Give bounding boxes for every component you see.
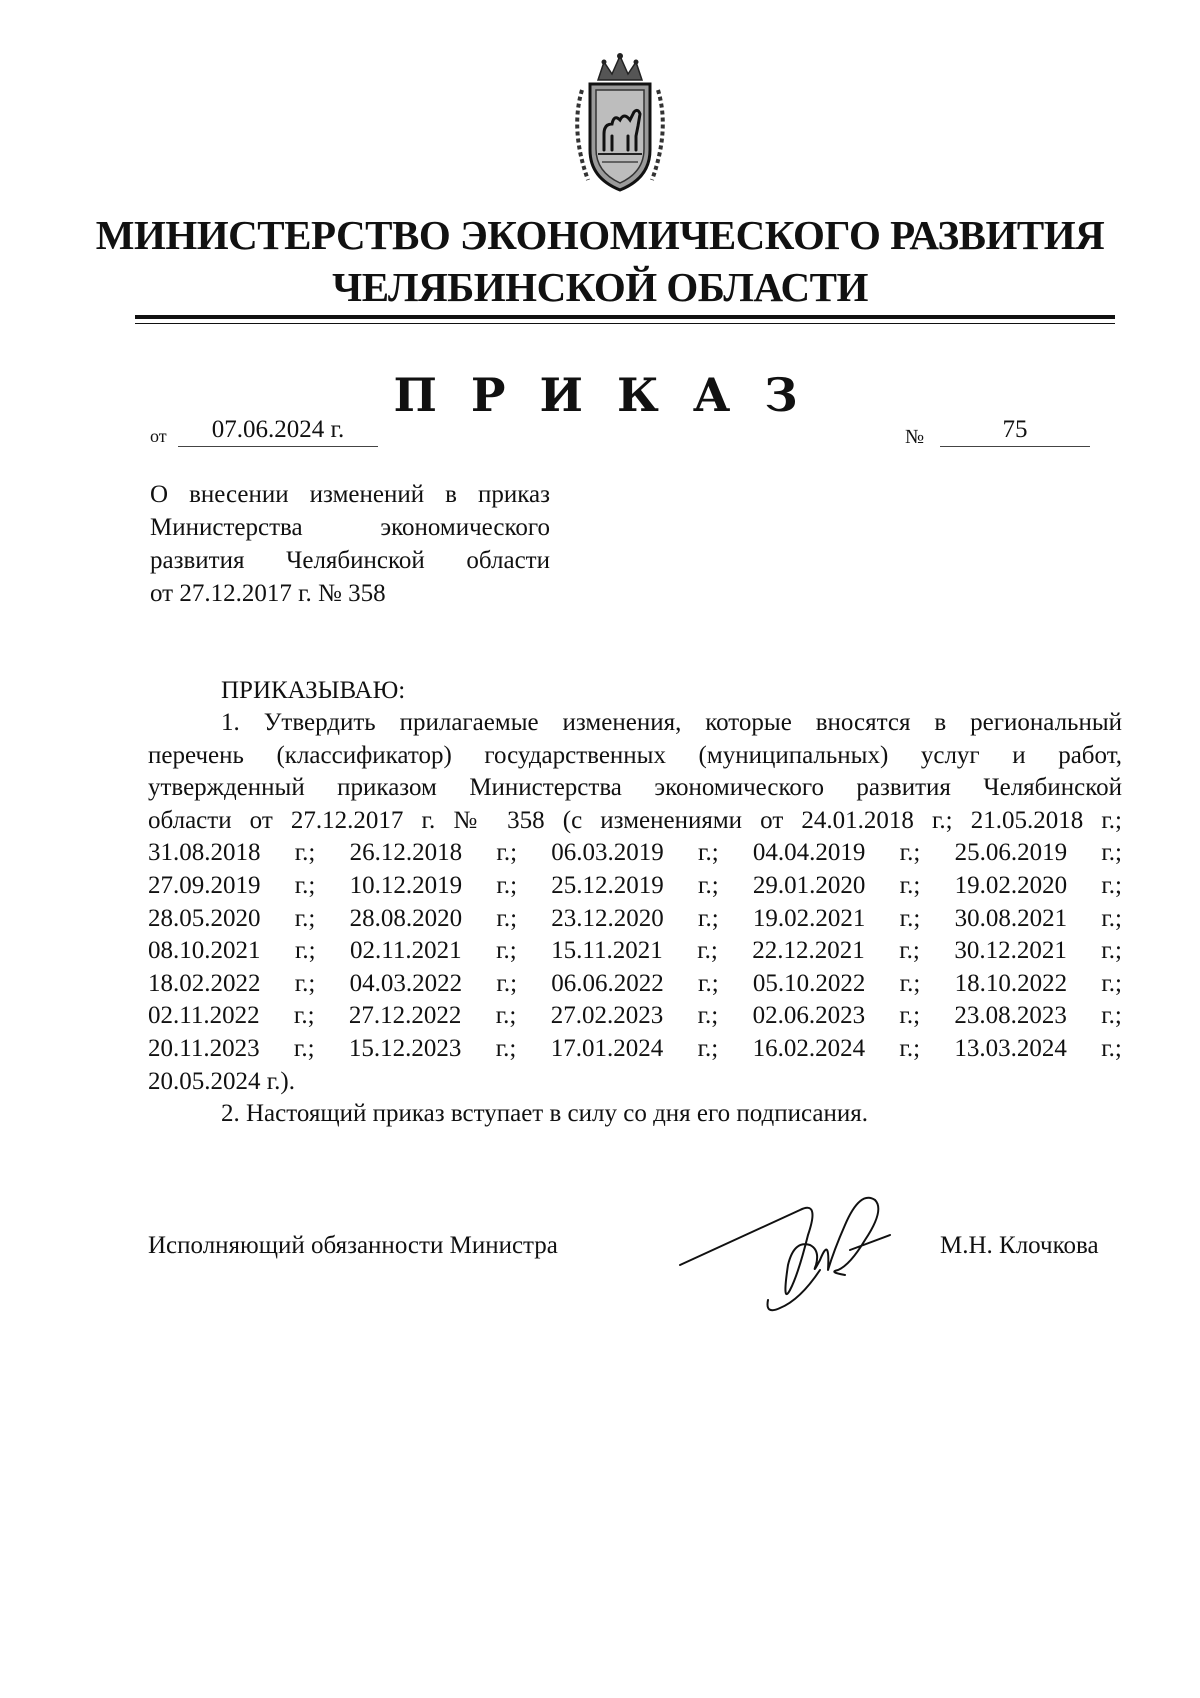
- body-line: 1. Утвердить прилагаемые изменения, которые вносятся в региональный: [221, 709, 1122, 736]
- handwritten-signature-icon: [670, 1180, 910, 1330]
- body-line: области от 27.12.2017 г. № 358 (с изменениями от 24.01.2018 г.; 21.05.2018 г.;: [148, 806, 1122, 834]
- document-type-title: П Р И К А З: [393, 368, 807, 422]
- body-line: 20.05.2024 г.).: [148, 1067, 296, 1095]
- ministry-name-line1: МИНИСТЕРСТВО ЭКОНОМИЧЕСКОГО РАЗВИТИЯ: [95, 212, 1105, 258]
- body-line-item2: 2. Настоящий приказ вступает в силу со дня его подписания.: [221, 1100, 869, 1128]
- body-line: 02.11.2022 г.; 27.12.2022 г.; 27.02.2023 г.; 02.06.2023 г.; 23.08.2023 г.;: [148, 1002, 1122, 1030]
- coat-of-arms-icon: [560, 50, 680, 200]
- body-line: 20.11.2023 г.; 15.12.2023 г.; 17.01.2024 г.; 16.02.2024 г.; 13.03.2024 г.;: [148, 1034, 1122, 1062]
- body-line: 08.10.2021 г.; 02.11.2021 г.; 15.11.2021 г.; 22.12.2021 г.; 30.12.2021 г.;: [148, 937, 1122, 965]
- subject-line: развития Челябинской области: [150, 547, 550, 574]
- date-label: от: [150, 426, 167, 446]
- document-number: 75: [940, 414, 1090, 447]
- signer-position: Исполняющий обязанности Министра: [148, 1232, 558, 1259]
- body-line: 31.08.2018 г.; 26.12.2018 г.; 06.03.2019 г.; 04.04.2019 г.; 25.06.2019 г.;: [148, 839, 1122, 867]
- header-divider-thin: [135, 323, 1115, 324]
- document-date: 07.06.2024 г.: [178, 414, 378, 447]
- body-line: утвержденный приказом Министерства экономического развития Челябинской: [148, 774, 1122, 802]
- document-body: [148, 707, 1122, 1131]
- subject-line: Министерства экономического: [150, 514, 550, 541]
- order-word: ПРИКАЗЫВАЮ:: [221, 677, 406, 704]
- subject-line: О внесении изменений в приказ: [150, 481, 550, 508]
- ministry-name-line2: ЧЕЛЯБИНСКОЙ ОБЛАСТИ: [332, 264, 868, 310]
- body-line: 27.09.2019 г.; 10.12.2019 г.; 25.12.2019 г.; 29.01.2020 г.; 19.02.2020 г.;: [148, 871, 1122, 899]
- body-line: 18.02.2022 г.; 04.03.2022 г.; 06.06.2022 г.; 05.10.2022 г.; 18.10.2022 г.;: [148, 969, 1122, 997]
- body-line: перечень (классификатор) государственных (муниципальных) услуг и работ,: [148, 741, 1122, 769]
- body-line: 28.05.2020 г.; 28.08.2020 г.; 23.12.2020 г.; 19.02.2021 г.; 30.08.2021 г.;: [148, 904, 1122, 932]
- header-divider-thick: [135, 315, 1115, 319]
- document-subject: [150, 478, 550, 610]
- signer-name: М.Н. Клочкова: [940, 1232, 1099, 1259]
- subject-line: от 27.12.2017 г. № 358: [150, 580, 386, 607]
- number-label: №: [905, 426, 925, 448]
